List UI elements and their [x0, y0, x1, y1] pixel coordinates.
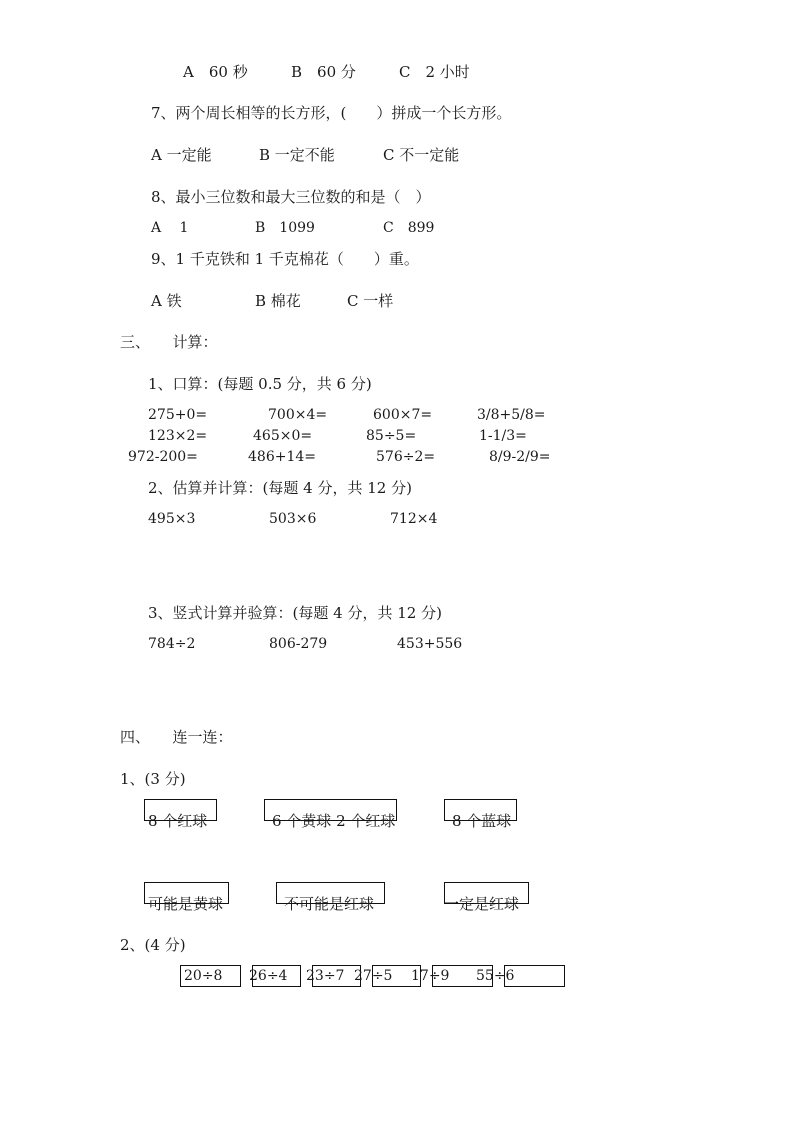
q9-option-b: B 棉花: [255, 292, 301, 310]
mental-calc-item: 8/9-2/9=: [489, 449, 551, 465]
q8-question: 8、最小三位数和最大三位数的和是（ ）: [151, 188, 431, 206]
section4-part1-title: 1、(3 分): [120, 770, 186, 788]
mental-calc-item: 465×0=: [253, 428, 313, 444]
mental-calc-item: 85÷5=: [366, 428, 417, 444]
section3-part1-title: 1、口算：(每题 0.5 分，共 6 分): [148, 375, 372, 393]
section3-part3-title: 3、竖式计算并验算：(每题 4 分，共 12 分): [148, 604, 442, 622]
q6-option-b: B 60 分: [291, 63, 356, 81]
mental-calc-item: 972-200=: [128, 449, 198, 465]
q6-option-c: C 2 小时: [399, 63, 470, 81]
q8-option-a: A 1: [151, 220, 189, 236]
match-box-top-label: 8 个红球: [148, 812, 208, 830]
estimate-item: 712×4: [390, 511, 438, 527]
division-item: 55÷6: [476, 968, 515, 984]
q9-option-a: A 铁: [151, 292, 182, 310]
mental-calc-item: 123×2=: [148, 428, 208, 444]
match-box-bottom-label: 一定是红球: [444, 895, 520, 913]
q7-question: 7、两个周长相等的长方形，( ）拼成一个长方形。: [151, 104, 512, 122]
match-box-top-label: 8 个蓝球: [452, 812, 512, 830]
q7-option-c: C 不一定能: [383, 146, 460, 164]
division-item: 26÷4: [249, 968, 288, 984]
q8-option-b: B 1099: [255, 220, 315, 236]
match-box-bottom-label: 可能是黄球: [148, 895, 224, 913]
section4-part2-title: 2、(4 分): [120, 936, 186, 954]
mental-calc-item: 576÷2=: [376, 449, 436, 465]
match-box-top-label: 6 个黄球 2 个红球: [272, 812, 396, 830]
q6-option-a: A 60 秒: [183, 63, 248, 81]
estimate-item: 503×6: [269, 511, 317, 527]
division-item: 20÷8: [184, 968, 223, 984]
mental-calc-item: 486+14=: [248, 449, 316, 465]
vertical-calc-item: 806-279: [269, 636, 328, 652]
estimate-item: 495×3: [148, 511, 196, 527]
mental-calc-item: 1-1/3=: [479, 428, 527, 444]
mental-calc-item: 600×7=: [373, 407, 433, 423]
q9-option-c: C 一样: [347, 292, 394, 310]
vertical-calc-item: 453+556: [397, 636, 463, 652]
section3-title: 三、 计算：: [120, 333, 218, 351]
mental-calc-item: 700×4=: [268, 407, 328, 423]
division-item: 23÷7: [306, 968, 345, 984]
q7-option-b: B 一定不能: [259, 146, 335, 164]
q7-option-a: A 一定能: [151, 146, 212, 164]
division-item: 27÷5: [354, 968, 393, 984]
q8-option-c: C 899: [383, 220, 435, 236]
mental-calc-item: 275+0=: [148, 407, 208, 423]
division-item: 17÷9: [411, 968, 450, 984]
q9-question: 9、1 千克铁和 1 千克棉花（ ）重。: [151, 250, 419, 268]
vertical-calc-item: 784÷2: [148, 636, 196, 652]
mental-calc-item: 3/8+5/8=: [477, 407, 546, 423]
match-box-bottom-label: 不可能是红球: [284, 895, 375, 913]
section3-part2-title: 2、估算并计算：(每题 4 分，共 12 分): [148, 479, 412, 497]
section4-title: 四、 连一连：: [120, 728, 233, 746]
